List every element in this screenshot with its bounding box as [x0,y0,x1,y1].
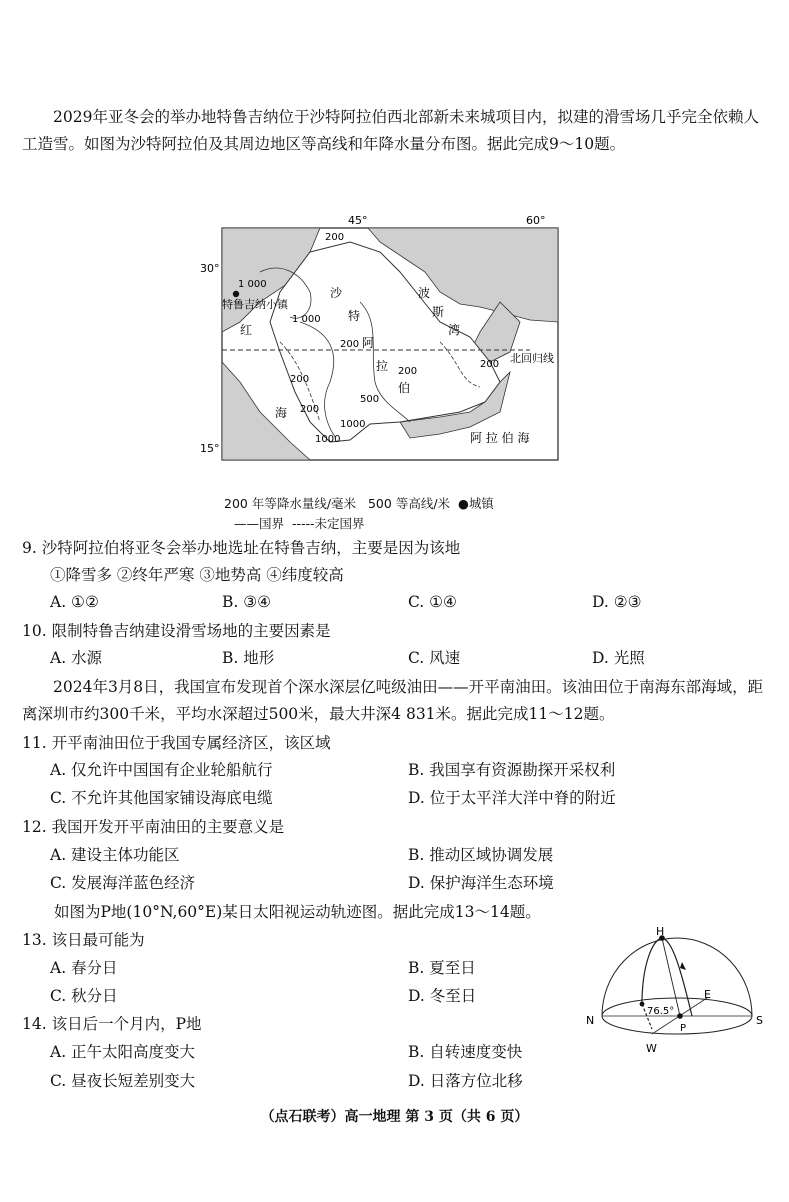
contour-label: 200 [325,232,345,243]
desert-label-1: 沙 [330,286,343,300]
question-14-option-a[interactable]: A. 正午太阳高度变大 [50,1043,196,1061]
legend-undefined-border-label: 未定国界 [314,516,365,531]
question-10-option-b[interactable]: B. 地形 [222,649,275,667]
question-10-option-a[interactable]: A. 水源 [50,649,103,667]
question-10-option-c[interactable]: C. 风速 [408,649,461,667]
contour-label: 200 [398,366,418,377]
question-13-option-a[interactable]: A. 春分日 [50,959,118,977]
gulf-label-2: 斯 [432,305,445,319]
lat-label-30: 30° [200,262,220,275]
contour-label: 200 [290,374,310,385]
lon-label-45: 45° [348,214,368,227]
label-H: H [656,926,665,938]
label-P: P [680,1023,687,1034]
question-9-option-a[interactable]: A. ①② [50,593,99,611]
intro-paragraph-2: 2024年3月8日，我国宣布发现首个深水深层亿吨级油田——开平南油田。该油田位于南海东部海域，距离深圳市约300千米，平均水深超过500米，最大井深4 831米。据此完成11～12题。 [22,678,764,723]
intro-paragraph-1: 2029年亚冬会的举办地特鲁吉纳位于沙特阿拉伯西北部新未来城项目内，拟建的滑雪场几乎完全依赖人工造雪。如图为沙特阿拉伯及其周边地区等高线和年降水量分布图。据此完成9～10题。 [22,108,759,153]
contour-label: 200 [340,339,360,350]
tropic-label: 北回归线 [510,352,554,365]
question-11-option-d[interactable]: D. 位于太平洋大洋中脊的附近 [408,789,616,807]
red-sea-label-2: 海 [275,406,288,420]
contour-label: 1 000 [292,314,321,325]
label-S: S [756,1014,763,1027]
contour-label: 200 [480,359,500,370]
legend-city-label: 城镇 [468,496,494,511]
contour-label: 1000 [315,434,341,445]
question-14-option-d[interactable]: D. 日落方位北移 [408,1072,523,1090]
desert-label-5: 伯 [398,381,411,395]
page-footer: （点石联考）高一地理 第 3 页（共 6 页） [260,1109,529,1125]
legend-precip-value: 200 [224,496,248,511]
city-label: 特鲁吉纳小镇 [222,298,288,311]
question-11-option-b[interactable]: B. 我国享有资源勘探开采权利 [408,761,616,779]
intro-paragraph-3: 如图为P地(10°N,60°E)某日太阳视运动轨迹图。据此完成13～14题。 [54,903,541,921]
label-N: N [586,1014,595,1027]
question-9-items: ①降雪多 ②终年严寒 ③地势高 ④纬度较高 [50,566,344,584]
legend-contour-value: 500 [367,496,392,511]
sun-path-svg [582,926,772,1056]
map-legend-row-2: ——国界 -----未定国界 [234,516,365,531]
question-9-option-c[interactable]: C. ①④ [408,593,457,611]
question-12-option-c[interactable]: C. 发展海洋蓝色经济 [50,874,196,892]
legend-border-label: 国界 [259,516,285,531]
desert-label-2: 特 [348,309,361,323]
map-figure [200,212,580,532]
lon-label-60: 60° [526,214,546,227]
contour-label: 500 [360,394,380,405]
question-11-option-c[interactable]: C. 不允许其他国家铺设海底电缆 [50,789,273,807]
question-9-stem: 9. 沙特阿拉伯将亚冬会举办地选址在特鲁吉纳，主要是因为该地 [22,539,461,557]
city-marker [233,291,239,297]
question-13-option-c[interactable]: C. 秋分日 [50,987,118,1005]
question-11-option-a[interactable]: A. 仅允许中国国有企业轮船航行 [50,761,273,779]
question-12-option-d[interactable]: D. 保护海洋生态环境 [408,874,554,892]
lat-label-15: 15° [200,442,220,455]
legend-contour-label: 等高线/米 [395,496,451,511]
saudi-map [200,212,580,532]
desert-label-3: 阿 [362,336,375,350]
question-13-option-b[interactable]: B. 夏至日 [408,959,476,977]
gulf-label-3: 湾 [448,323,461,337]
question-14-option-b[interactable]: B. 自转速度变快 [408,1043,523,1061]
question-9-option-d[interactable]: D. ②③ [592,593,642,611]
contour-label: 200 [300,404,320,415]
angle-label: 76.5° [647,1006,675,1017]
question-12-option-a[interactable]: A. 建设主体功能区 [50,846,180,864]
contour-label: 1000 [340,419,366,430]
question-14-stem: 14. 该日后一个月内，P地 [22,1015,202,1033]
red-sea-label-1: 红 [240,323,253,337]
question-10-stem: 10. 限制特鲁吉纳建设滑雪场地的主要因素是 [22,622,331,640]
question-11-stem: 11. 开平南油田位于我国专属经济区，该区域 [22,734,331,752]
arabian-sea-label: 阿 拉 伯 海 [470,431,530,445]
question-9-option-b[interactable]: B. ③④ [222,593,272,611]
question-12-option-b[interactable]: B. 推动区域协调发展 [408,846,554,864]
question-10-option-d[interactable]: D. 光照 [592,649,645,667]
gulf-label-1: 波 [418,286,431,300]
question-13-stem: 13. 该日最可能为 [22,931,145,949]
sun-path-diagram [582,926,772,1056]
question-12-stem: 12. 我国开发开平南油田的主要意义是 [22,818,285,836]
map-legend-row-1: 200 年等降水量线/毫米 500 等高线/米 ●城镇 [224,496,494,511]
legend-precip-label: 年等降水量线/毫米 [251,496,357,511]
desert-label-4: 拉 [376,359,389,373]
label-W: W [646,1042,657,1055]
question-14-option-c[interactable]: C. 昼夜长短差别变大 [50,1072,196,1090]
contour-label: 1 000 [238,279,267,290]
question-13-option-d[interactable]: D. 冬至日 [408,987,477,1005]
label-E: E [704,988,711,1001]
